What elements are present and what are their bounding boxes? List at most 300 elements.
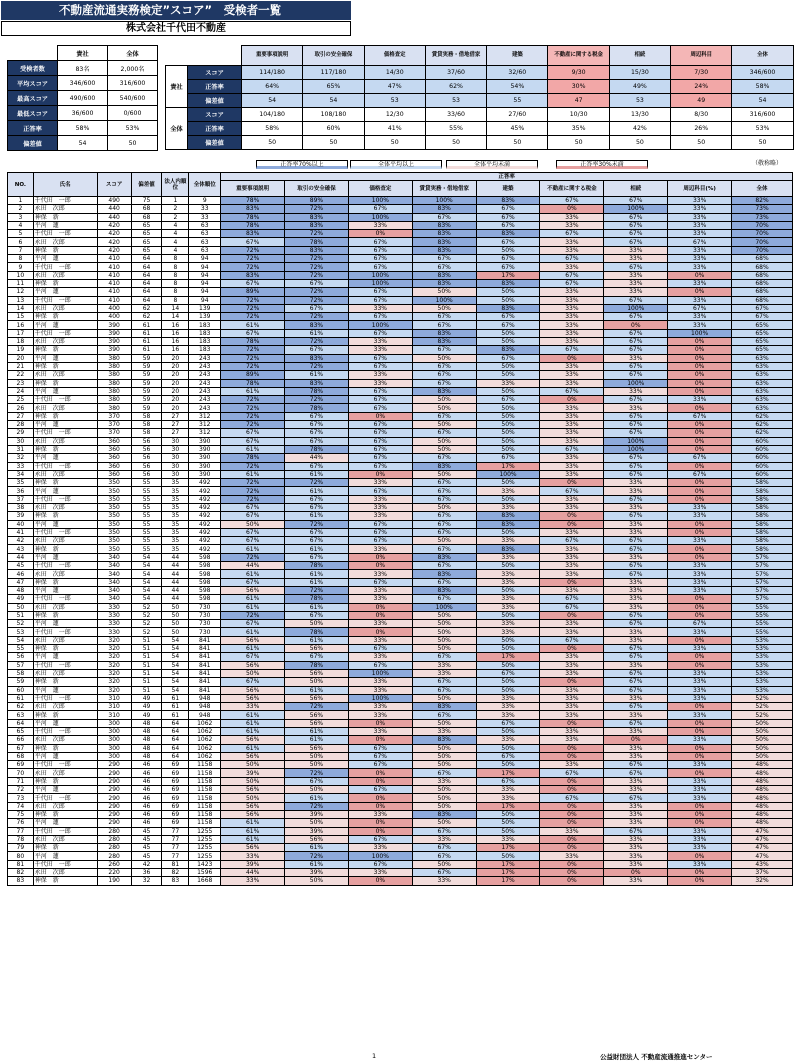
row-rate: 0% — [348, 562, 412, 570]
row-rank-company: 61 — [162, 703, 189, 711]
row-rate: 56% — [221, 752, 285, 760]
row-rate: 63% — [732, 379, 793, 387]
row-rate: 33% — [668, 562, 732, 570]
row-rate: 0% — [668, 479, 732, 487]
row-rate: 33% — [348, 346, 412, 354]
stats-company-value: 83名 — [58, 61, 108, 76]
summary-cell: 41% — [364, 122, 425, 136]
row-rate: 33% — [540, 661, 604, 669]
row-rate: 0% — [540, 578, 604, 586]
row-rate: 33% — [540, 570, 604, 578]
row-rate: 33% — [604, 744, 668, 752]
row-no: 47 — [8, 578, 34, 586]
row-rate: 33% — [668, 786, 732, 794]
row-score: 280 — [97, 835, 131, 843]
row-rate: 100% — [604, 437, 668, 445]
row-rate: 0% — [540, 611, 604, 619]
row-rank-company: 50 — [162, 628, 189, 636]
table-row — [8, 462, 793, 470]
row-rate: 67% — [285, 429, 349, 437]
row-score: 410 — [97, 296, 131, 304]
row-rate: 67% — [348, 445, 412, 453]
table-row — [8, 661, 793, 669]
row-score: 260 — [97, 860, 131, 868]
row-rate: 50% — [221, 794, 285, 802]
row-rate: 33% — [604, 628, 668, 636]
summary-row — [166, 66, 794, 80]
stats-all-value: 53% — [108, 121, 158, 136]
row-no: 11 — [8, 279, 34, 287]
row-score: 340 — [97, 570, 131, 578]
row-rate: 56% — [285, 744, 349, 752]
row-rate: 33% — [540, 495, 604, 503]
row-rate: 39% — [285, 869, 349, 877]
row-deviation: 46 — [131, 761, 162, 769]
table-row — [8, 362, 793, 370]
row-deviation: 54 — [131, 578, 162, 586]
row-rate: 67% — [604, 545, 668, 553]
row-rate: 70% — [732, 221, 793, 229]
row-rank-all: 841 — [189, 678, 221, 686]
row-name: 平河 蓮 — [33, 255, 97, 263]
row-name: 千代田 一郎 — [33, 329, 97, 337]
row-rate: 61% — [221, 570, 285, 578]
summary-row — [166, 80, 794, 94]
row-rate: 67% — [604, 429, 668, 437]
row-rank-all: 492 — [189, 512, 221, 520]
row-rate: 67% — [540, 230, 604, 238]
row-rate: 67% — [604, 421, 668, 429]
summary-row-label: 偏差値 — [188, 94, 242, 108]
stats-header-all: 全体 — [108, 46, 158, 61]
row-rate: 72% — [285, 362, 349, 370]
row-deviation: 75 — [131, 197, 162, 205]
row-rank-all: 243 — [189, 396, 221, 404]
row-rate: 67% — [604, 669, 668, 677]
row-rate: 67% — [348, 429, 412, 437]
row-name: 永田 次郎 — [33, 636, 97, 644]
row-no: 34 — [8, 470, 34, 478]
row-name: 永田 次郎 — [33, 669, 97, 677]
row-no: 32 — [8, 454, 34, 462]
row-score: 350 — [97, 512, 131, 520]
row-name: 千代田 一郎 — [33, 860, 97, 868]
table-row — [8, 810, 793, 818]
row-rate: 0% — [540, 396, 604, 404]
row-deviation: 55 — [131, 528, 162, 536]
row-name: 千代田 一郎 — [33, 263, 97, 271]
row-rate: 50% — [412, 761, 476, 769]
row-rate: 33% — [540, 246, 604, 254]
row-rate: 67% — [348, 329, 412, 337]
row-rate: 68% — [732, 263, 793, 271]
row-no: 12 — [8, 288, 34, 296]
row-score: 380 — [97, 404, 131, 412]
row-rate: 83% — [412, 246, 476, 254]
row-rate: 67% — [285, 304, 349, 312]
row-rate: 50% — [476, 437, 540, 445]
header-subject: 不動産に関する税金 — [540, 181, 604, 197]
header-no: NO. — [8, 173, 34, 197]
row-rate: 68% — [732, 296, 793, 304]
row-rate: 61% — [285, 636, 349, 644]
table-row — [8, 197, 793, 205]
row-rate: 67% — [604, 620, 668, 628]
row-rate: 72% — [285, 802, 349, 810]
row-rate: 67% — [476, 213, 540, 221]
row-name: 神保 新 — [33, 379, 97, 387]
row-rate: 33% — [668, 827, 732, 835]
row-rate: 100% — [412, 296, 476, 304]
row-rank-all: 1158 — [189, 769, 221, 777]
row-rate: 58% — [732, 512, 793, 520]
row-name: 平河 蓮 — [33, 454, 97, 462]
row-deviation: 46 — [131, 802, 162, 810]
row-rate: 0% — [540, 835, 604, 843]
row-rank-all: 841 — [189, 669, 221, 677]
row-name: 平河 蓮 — [33, 221, 97, 229]
row-rate: 56% — [285, 719, 349, 727]
row-rate: 0% — [348, 794, 412, 802]
row-deviation: 58 — [131, 421, 162, 429]
table-row — [8, 537, 793, 545]
row-rate: 72% — [285, 520, 349, 528]
row-rate: 67% — [476, 396, 540, 404]
table-row — [8, 263, 793, 271]
row-rate: 0% — [668, 653, 732, 661]
row-rate: 0% — [348, 819, 412, 827]
row-rate: 48% — [732, 794, 793, 802]
row-rank-all: 183 — [189, 329, 221, 337]
row-rate: 33% — [668, 246, 732, 254]
row-rate: 83% — [221, 205, 285, 213]
row-rate: 72% — [285, 263, 349, 271]
row-rate: 50% — [732, 728, 793, 736]
row-deviation: 58 — [131, 429, 162, 437]
row-rate: 67% — [412, 852, 476, 860]
row-rate: 44% — [285, 454, 349, 462]
summary-row-label: スコア — [188, 108, 242, 122]
table-row — [8, 728, 793, 736]
table-row — [8, 396, 793, 404]
summary-row-label: 正答率 — [188, 122, 242, 136]
row-rate: 72% — [221, 255, 285, 263]
row-rate: 50% — [732, 744, 793, 752]
row-rate: 33% — [540, 470, 604, 478]
row-score: 300 — [97, 728, 131, 736]
row-rate: 33% — [348, 636, 412, 644]
row-deviation: 51 — [131, 678, 162, 686]
row-name: 千代田 一郎 — [33, 197, 97, 205]
summary-cell: 49% — [609, 80, 670, 94]
row-rate: 33% — [476, 487, 540, 495]
row-rate: 0% — [668, 719, 732, 727]
row-rate: 50% — [476, 329, 540, 337]
row-rate: 33% — [604, 852, 668, 860]
row-rate: 33% — [476, 595, 540, 603]
row-rank-company: 69 — [162, 794, 189, 802]
row-rate: 33% — [604, 279, 668, 287]
row-rank-all: 1255 — [189, 835, 221, 843]
row-rank-all: 730 — [189, 611, 221, 619]
header-subject: 周辺科目(%) — [668, 181, 732, 197]
summary-subject-header: 全体 — [732, 46, 793, 66]
row-rate: 82% — [732, 197, 793, 205]
row-name: 神保 新 — [33, 445, 97, 453]
row-rank-all: 841 — [189, 636, 221, 644]
row-rate: 33% — [668, 736, 732, 744]
row-rate: 33% — [668, 761, 732, 769]
row-rate: 67% — [221, 503, 285, 511]
row-score: 290 — [97, 802, 131, 810]
row-rate: 65% — [732, 338, 793, 346]
row-rate: 39% — [221, 860, 285, 868]
summary-cell: 13/30 — [609, 108, 670, 122]
row-rate: 33% — [540, 421, 604, 429]
row-rate: 67% — [604, 338, 668, 346]
row-rate: 72% — [221, 404, 285, 412]
stats-company-value: 36/600 — [58, 106, 108, 121]
row-rate: 72% — [285, 296, 349, 304]
row-rank-company: 64 — [162, 728, 189, 736]
stats-label: 受検者数 — [8, 61, 58, 76]
row-rank-all: 492 — [189, 479, 221, 487]
row-rank-company: 35 — [162, 520, 189, 528]
row-rate: 58% — [732, 528, 793, 536]
row-rank-company: 69 — [162, 769, 189, 777]
row-rate: 61% — [221, 628, 285, 636]
row-no: 64 — [8, 719, 34, 727]
row-rank-company: 54 — [162, 636, 189, 644]
row-rate: 61% — [285, 329, 349, 337]
row-name: 平河 蓮 — [33, 387, 97, 395]
row-rate: 61% — [285, 512, 349, 520]
row-rank-company: 44 — [162, 586, 189, 594]
row-rate: 17% — [476, 860, 540, 868]
row-rate: 67% — [476, 719, 540, 727]
row-no: 14 — [8, 304, 34, 312]
header-rate-group: 正答率 — [221, 173, 793, 181]
row-deviation: 55 — [131, 479, 162, 487]
row-no: 25 — [8, 396, 34, 404]
row-rate: 67% — [221, 528, 285, 536]
row-no: 55 — [8, 645, 34, 653]
row-deviation: 48 — [131, 744, 162, 752]
row-rate: 67% — [221, 678, 285, 686]
row-rank-company: 54 — [162, 678, 189, 686]
row-rate: 67% — [348, 313, 412, 321]
row-rate: 67% — [348, 296, 412, 304]
row-rate: 72% — [285, 230, 349, 238]
row-rate: 67% — [348, 362, 412, 370]
row-rate: 0% — [668, 611, 732, 619]
row-rate: 67% — [348, 520, 412, 528]
row-rate: 0% — [668, 769, 732, 777]
row-rate: 67% — [348, 404, 412, 412]
row-rate: 83% — [221, 230, 285, 238]
row-rate: 17% — [476, 653, 540, 661]
row-rate: 67% — [348, 255, 412, 263]
row-rate: 67% — [348, 396, 412, 404]
legend-item: 全体平均未満 — [446, 160, 538, 169]
row-name: 神保 新 — [33, 512, 97, 520]
row-rate: 56% — [221, 736, 285, 744]
row-rate: 32% — [732, 877, 793, 885]
row-score: 290 — [97, 810, 131, 818]
row-rate: 67% — [285, 437, 349, 445]
row-no: 5 — [8, 230, 34, 238]
row-rate: 67% — [285, 462, 349, 470]
row-rank-all: 1158 — [189, 761, 221, 769]
row-rate: 63% — [732, 371, 793, 379]
table-row — [8, 777, 793, 785]
row-no: 40 — [8, 520, 34, 528]
row-rate: 72% — [221, 479, 285, 487]
row-name: 千代田 一郎 — [33, 628, 97, 636]
row-rank-all: 1255 — [189, 827, 221, 835]
row-score: 440 — [97, 205, 131, 213]
row-name: 千代田 一郎 — [33, 595, 97, 603]
row-rank-company: 83 — [162, 877, 189, 885]
summary-cell: 54 — [303, 94, 364, 108]
row-rate: 0% — [540, 744, 604, 752]
row-rank-company: 4 — [162, 246, 189, 254]
row-score: 330 — [97, 628, 131, 636]
row-rate: 56% — [221, 586, 285, 594]
row-rate: 0% — [348, 470, 412, 478]
summary-cell: 50 — [671, 136, 732, 150]
row-rate: 50% — [476, 479, 540, 487]
row-score: 320 — [97, 636, 131, 644]
row-rate: 67% — [221, 238, 285, 246]
row-rank-all: 390 — [189, 470, 221, 478]
row-score: 400 — [97, 304, 131, 312]
row-rate: 57% — [732, 586, 793, 594]
row-rate: 67% — [604, 296, 668, 304]
summary-group-company: 貴社 — [166, 66, 188, 108]
row-name: 神保 新 — [33, 844, 97, 852]
row-rate: 0% — [668, 462, 732, 470]
row-rate: 61% — [221, 728, 285, 736]
row-deviation: 51 — [131, 653, 162, 661]
row-deviation: 42 — [131, 860, 162, 868]
row-rate: 67% — [604, 512, 668, 520]
row-rate: 52% — [732, 694, 793, 702]
row-no: 7 — [8, 246, 34, 254]
row-rate: 33% — [604, 810, 668, 818]
row-rate: 67% — [604, 645, 668, 653]
row-rate: 67% — [285, 279, 349, 287]
row-rank-company: 30 — [162, 470, 189, 478]
row-rate: 67% — [604, 313, 668, 321]
row-rate: 33% — [540, 686, 604, 694]
row-rank-all: 390 — [189, 437, 221, 445]
row-score: 440 — [97, 213, 131, 221]
row-rate: 33% — [540, 653, 604, 661]
table-row — [8, 304, 793, 312]
row-rate: 33% — [668, 279, 732, 287]
row-score: 340 — [97, 553, 131, 561]
row-rate: 67% — [285, 653, 349, 661]
row-rate: 33% — [668, 255, 732, 263]
row-rate: 53% — [732, 636, 793, 644]
summary-subject-header: 取引の安全確保 — [303, 46, 364, 66]
row-rate: 37% — [732, 869, 793, 877]
row-rate: 78% — [221, 197, 285, 205]
row-rate: 50% — [476, 362, 540, 370]
row-rate: 50% — [476, 819, 540, 827]
table-row — [8, 429, 793, 437]
row-deviation: 64 — [131, 296, 162, 304]
row-rate: 67% — [540, 636, 604, 644]
row-no: 46 — [8, 570, 34, 578]
company-name: 株式会社千代田不動産 — [1, 21, 351, 36]
stats-company-value: 58% — [58, 121, 108, 136]
row-rate: 58% — [732, 503, 793, 511]
row-rate: 0% — [540, 819, 604, 827]
row-score: 300 — [97, 719, 131, 727]
row-rank-company: 30 — [162, 454, 189, 462]
summary-cell: 26% — [671, 122, 732, 136]
row-rate: 67% — [221, 537, 285, 545]
row-rank-company: 16 — [162, 346, 189, 354]
row-rate: 0% — [668, 802, 732, 810]
row-rate: 50% — [412, 503, 476, 511]
row-rate: 67% — [348, 238, 412, 246]
row-rate: 72% — [285, 288, 349, 296]
row-name: 神保 新 — [33, 213, 97, 221]
row-rate: 100% — [412, 603, 476, 611]
row-rate: 33% — [604, 819, 668, 827]
row-rank-all: 1423 — [189, 860, 221, 868]
row-rate: 67% — [348, 786, 412, 794]
row-score: 320 — [97, 653, 131, 661]
row-rate: 67% — [412, 844, 476, 852]
row-name: 永田 次郎 — [33, 503, 97, 511]
row-rate: 33% — [348, 221, 412, 229]
row-rate: 0% — [604, 869, 668, 877]
row-rank-all: 492 — [189, 545, 221, 553]
table-row — [8, 620, 793, 628]
row-rate: 83% — [285, 246, 349, 254]
row-deviation: 65 — [131, 221, 162, 229]
summary-cell: 42% — [609, 122, 670, 136]
row-rate: 58% — [732, 520, 793, 528]
row-rate: 78% — [285, 628, 349, 636]
row-deviation: 64 — [131, 279, 162, 287]
row-rank-company: 35 — [162, 528, 189, 536]
row-rate: 48% — [732, 819, 793, 827]
row-no: 26 — [8, 404, 34, 412]
row-rate: 58% — [732, 545, 793, 553]
row-rate: 17% — [476, 869, 540, 877]
row-rate: 67% — [412, 520, 476, 528]
row-rate: 67% — [412, 769, 476, 777]
row-rate: 72% — [221, 313, 285, 321]
row-score: 380 — [97, 387, 131, 395]
row-rate: 33% — [540, 620, 604, 628]
table-row — [8, 595, 793, 603]
row-rate: 67% — [285, 412, 349, 420]
row-rate: 55% — [732, 620, 793, 628]
row-name: 平河 蓮 — [33, 586, 97, 594]
row-rate: 0% — [540, 877, 604, 885]
row-rate: 61% — [221, 470, 285, 478]
row-rate: 56% — [221, 661, 285, 669]
row-rate: 55% — [732, 628, 793, 636]
row-rank-company: 54 — [162, 669, 189, 677]
row-rate: 67% — [412, 487, 476, 495]
